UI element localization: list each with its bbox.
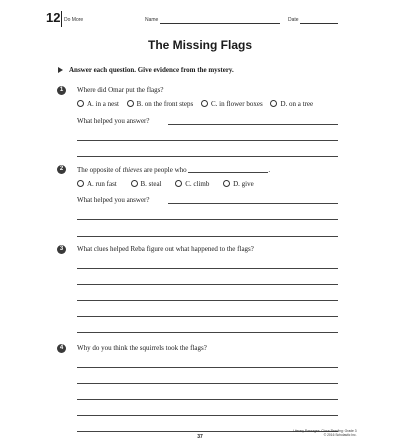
- footer-credit: [293, 429, 357, 437]
- answer-line[interactable]: [77, 219, 338, 220]
- page-number: 12: [46, 10, 61, 25]
- answer-line[interactable]: [77, 300, 338, 301]
- instructions: [58, 66, 234, 75]
- option-1c[interactable]: C. in flower boxes: [201, 100, 263, 109]
- option-2d[interactable]: D. give: [223, 180, 254, 189]
- instructions-text: Answer each question. Give evidence from the mystery.: [69, 66, 234, 74]
- question-number-2: 2: [57, 165, 66, 174]
- question-1-text: Where did Omar put the flags?: [77, 86, 164, 94]
- option-1a[interactable]: A. in a nest: [77, 100, 119, 109]
- answer-line[interactable]: [168, 124, 338, 125]
- date-field[interactable]: [300, 23, 338, 24]
- question-1-follow-up: What helped you answer?: [77, 117, 150, 125]
- answer-line[interactable]: [77, 383, 338, 384]
- answer-line[interactable]: [77, 284, 338, 285]
- option-2b[interactable]: B. steal: [131, 180, 162, 189]
- radio-circle-icon[interactable]: [201, 100, 208, 107]
- date-label: Date: [288, 17, 299, 23]
- header-divider: [61, 11, 62, 27]
- radio-circle-icon[interactable]: [131, 180, 138, 187]
- credit-line-1: Literary Passages: Close Reading: Grade 3: [293, 429, 357, 433]
- question-2-follow-up: What helped you answer?: [77, 196, 150, 204]
- answer-line[interactable]: [77, 140, 338, 141]
- option-1b[interactable]: B. on the front steps: [127, 100, 194, 109]
- answer-line[interactable]: [77, 268, 338, 269]
- answer-line[interactable]: [77, 415, 338, 416]
- answer-line[interactable]: [77, 316, 338, 317]
- answer-line[interactable]: [77, 156, 338, 157]
- question-2-options: [77, 180, 260, 189]
- question-number-4: 4: [57, 344, 66, 353]
- radio-circle-icon[interactable]: [77, 100, 84, 107]
- answer-line[interactable]: [77, 332, 338, 333]
- question-2-text: The opposite of thieves are people who .: [77, 166, 271, 174]
- option-2a[interactable]: A. run fast: [77, 180, 117, 189]
- option-1d[interactable]: D. on a tree: [270, 100, 313, 109]
- arrow-bullet-icon: [58, 67, 63, 73]
- question-1-options: [77, 100, 319, 109]
- name-label: Name: [145, 17, 159, 23]
- question-4-text: Why do you think the squirrels took the flags?: [77, 344, 207, 352]
- radio-circle-icon[interactable]: [223, 180, 230, 187]
- answer-line[interactable]: [77, 367, 338, 368]
- question-3-text: What clues helped Reba figure out what happened to the flags?: [77, 245, 254, 253]
- question-number-1: 1: [57, 86, 66, 95]
- footer-page-number: 37: [197, 434, 203, 440]
- answer-line[interactable]: [168, 203, 338, 204]
- blank-field[interactable]: [188, 165, 268, 173]
- name-field[interactable]: [160, 23, 280, 24]
- radio-circle-icon[interactable]: [175, 180, 182, 187]
- radio-circle-icon[interactable]: [270, 100, 277, 107]
- radio-circle-icon[interactable]: [77, 180, 84, 187]
- question-number-3: 3: [57, 245, 66, 254]
- page-title: The Missing Flags: [147, 38, 252, 52]
- answer-line[interactable]: [77, 236, 338, 237]
- credit-line-2: © 2016 Scholastic Inc.: [323, 433, 357, 437]
- page-header: [0, 0, 400, 30]
- option-2c[interactable]: C. climb: [175, 180, 209, 189]
- radio-circle-icon[interactable]: [127, 100, 134, 107]
- section-label: Do More: [64, 17, 84, 23]
- answer-line[interactable]: [77, 399, 338, 400]
